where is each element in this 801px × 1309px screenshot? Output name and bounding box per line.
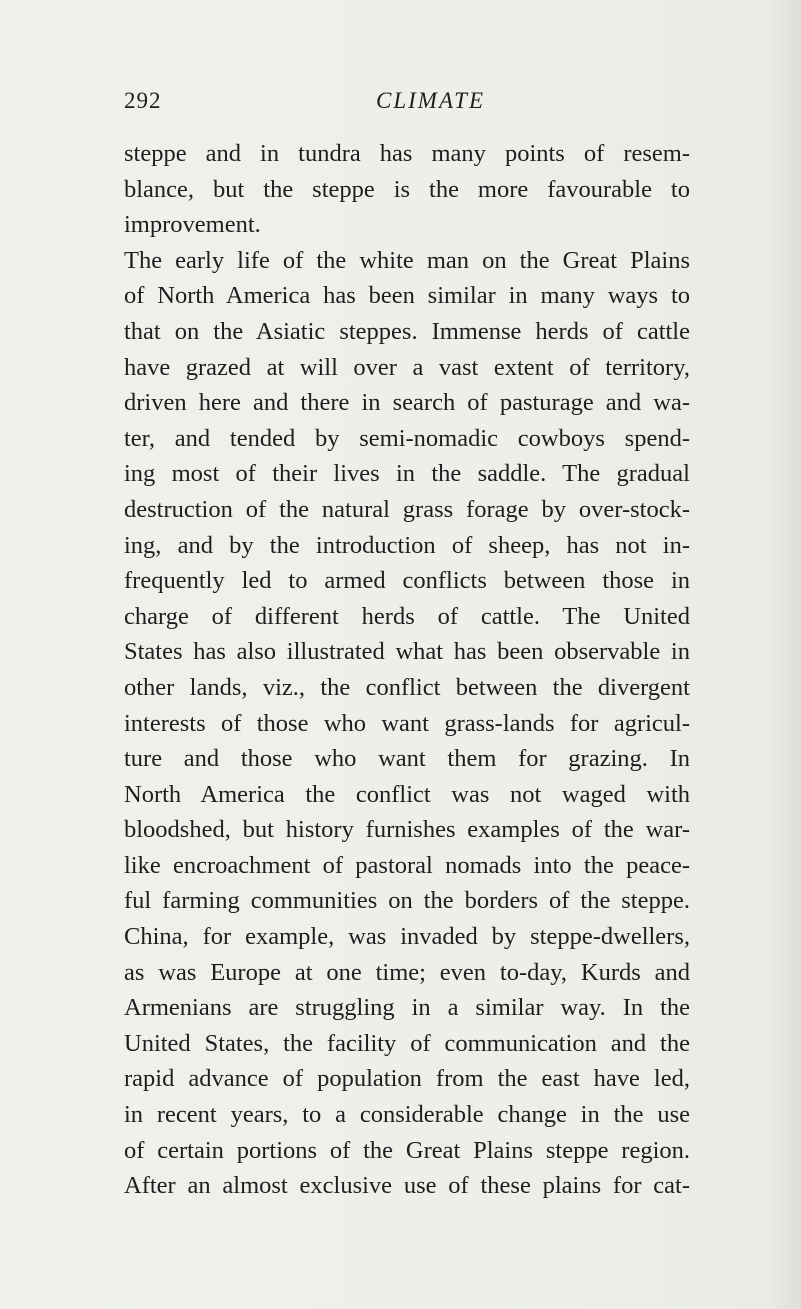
text-line: rapid advance of population from the east have led, xyxy=(124,1065,690,1093)
text-line: interests of those who want grass-lands for agricul- xyxy=(124,709,690,737)
text-line: blance, but the steppe is the more favourable to xyxy=(124,175,690,203)
running-head xyxy=(124,88,684,120)
text-line: of certain portions of the Great Plains steppe region. xyxy=(124,1136,690,1164)
text-line: steppe and in tundra has many points of resem- xyxy=(124,140,690,167)
text-line: destruction of the natural grass forage by over-stock- xyxy=(124,495,690,523)
text-line: China, for example, was invaded by steppe-dwellers, xyxy=(124,923,690,951)
text-line: States has also illustrated what has been observable in xyxy=(124,638,690,666)
text-line: After an almost exclusive use of these plains for cat- xyxy=(124,1172,690,1200)
text-line: ing most of their lives in the saddle. The gradual xyxy=(124,460,690,488)
page-edge-shadow xyxy=(767,0,801,1309)
text-line: as was Europe at one time; even to-day, Kurds and xyxy=(124,958,690,986)
page-number: 292 xyxy=(124,88,162,113)
text-line: United States, the facility of communication and the xyxy=(124,1029,690,1057)
text-line: frequently led to armed conflicts between those in xyxy=(124,567,690,595)
text-line: driven here and there in search of pasturage and wa- xyxy=(124,389,690,417)
text-line: bloodshed, but history furnishes examples of the war- xyxy=(124,816,690,844)
text-line: other lands, viz., the conflict between the divergent xyxy=(124,673,690,701)
text-line: have grazed at will over a vast extent of territory, xyxy=(124,353,690,381)
text-line: North America the conflict was not waged with xyxy=(124,780,690,808)
text-line: improvement. xyxy=(124,211,261,239)
text-line: in recent years, to a considerable change in the use xyxy=(124,1101,690,1129)
text-line: ful farming communities on the borders of the steppe. xyxy=(124,887,690,915)
text-line: ing, and by the introduction of sheep, has not in- xyxy=(124,531,690,559)
text-line: that on the Asiatic steppes. Immense herds of cattle xyxy=(124,317,690,345)
text-line: like encroachment of pastoral nomads into the peace- xyxy=(124,851,690,879)
text-line: of North America has been similar in many ways to xyxy=(124,282,690,310)
text-line: ture and those who want them for grazing. In xyxy=(124,745,690,773)
text-line: The early life of the white man on the Great Plains xyxy=(124,246,690,274)
text-line: charge of different herds of cattle. The United xyxy=(124,602,690,630)
text-line: Armenians are struggling in a similar way. In the xyxy=(124,994,690,1022)
text-line: ter, and tended by semi-nomadic cowboys spend- xyxy=(124,424,690,452)
body-text xyxy=(124,136,690,1204)
chapter-title: CLIMATE xyxy=(376,88,485,113)
